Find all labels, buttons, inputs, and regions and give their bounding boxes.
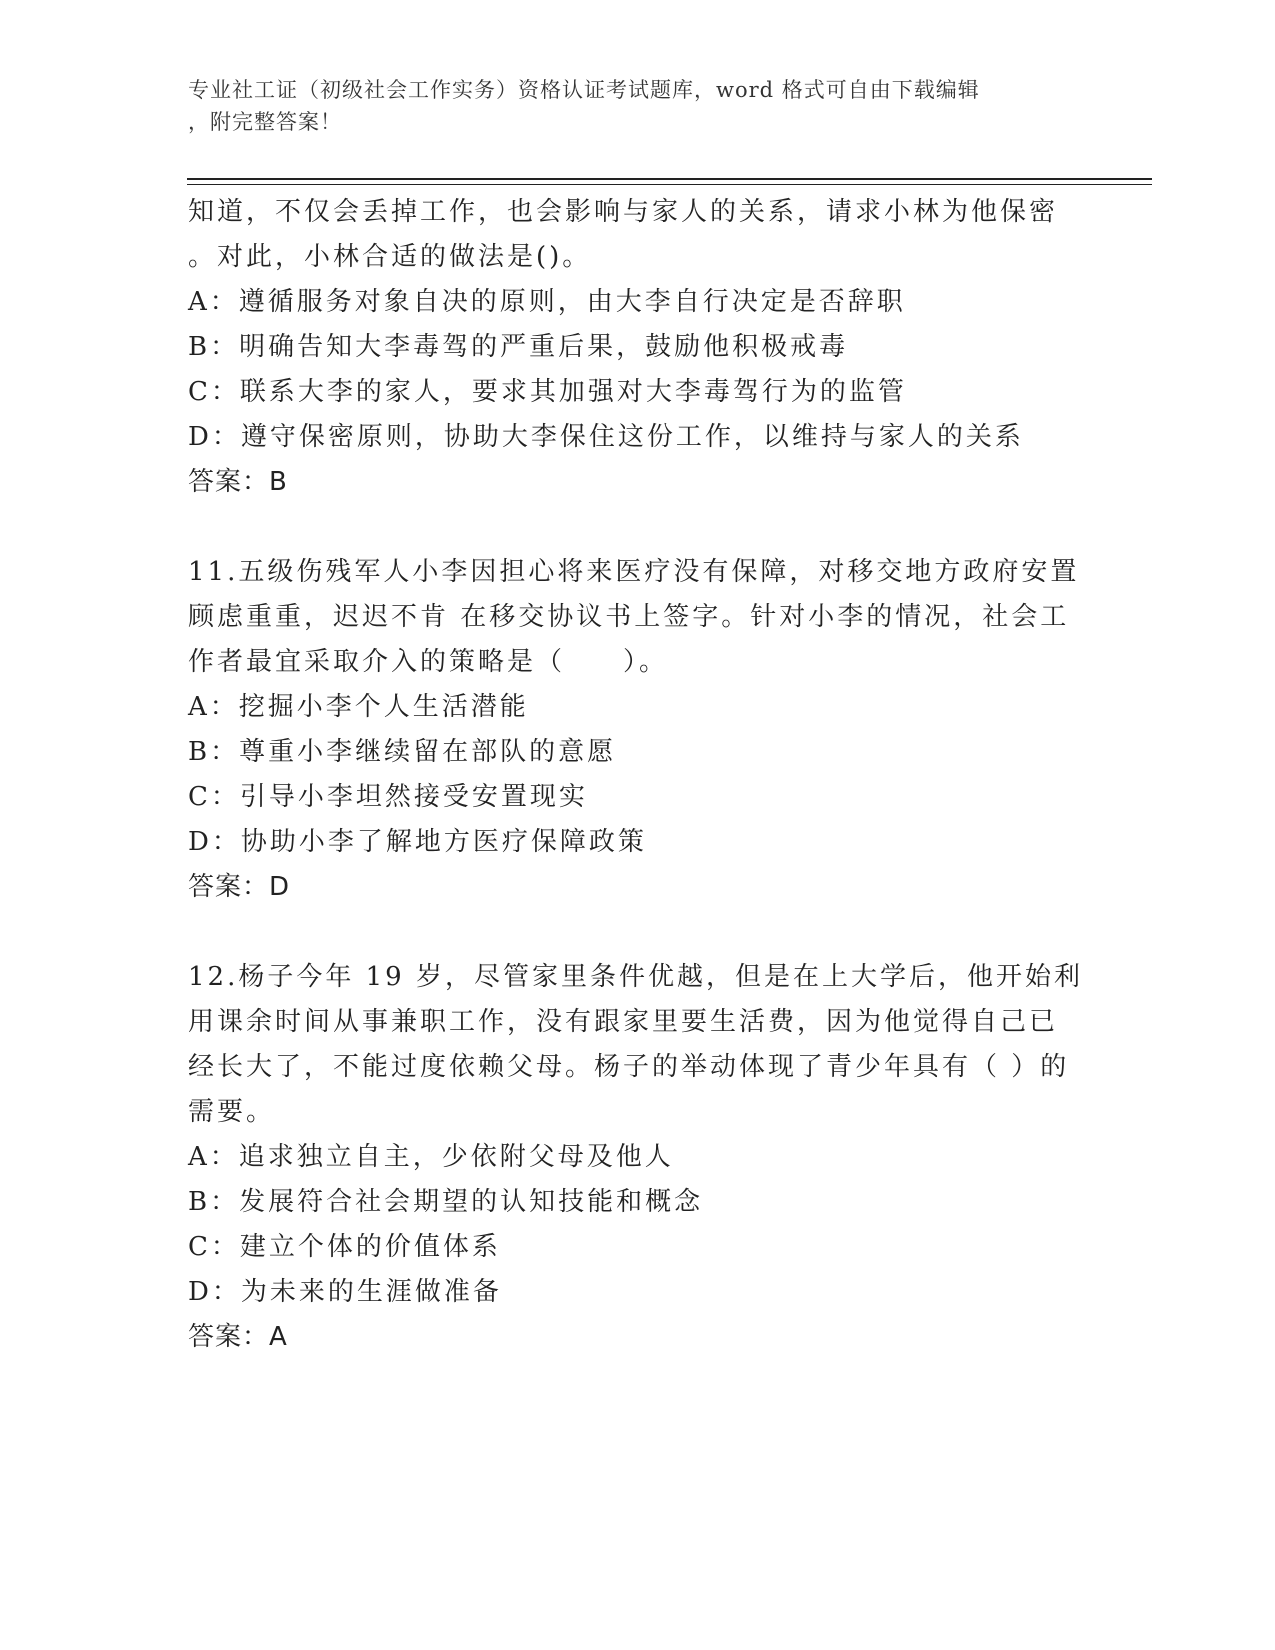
question-text-line: 用课余时间从事兼职工作，没有跟家里要生活费，因为他觉得自己已: [188, 1007, 1059, 1037]
header-divider-thick: [187, 178, 1152, 180]
header-title-line-2: ，附完整答案！: [188, 110, 342, 134]
question-text-line: 顾虑重重，迟迟不肯 在移交协议书上签字。针对小李的情况，社会工: [188, 602, 1070, 632]
option-c: C：引导小李坦然接受安置现实: [188, 782, 588, 812]
header-divider-thin: [187, 184, 1152, 185]
option-a: A：挖掘小李个人生活潜能: [188, 692, 529, 722]
option-c: C：建立个体的价值体系: [188, 1232, 501, 1262]
question-12: [188, 955, 1088, 1360]
question-spacer: [188, 910, 1088, 955]
option-b: B：明确告知大李毒驾的严重后果，鼓励他积极戒毒: [188, 332, 849, 362]
question-text-line: 知道，不仅会丢掉工作，也会影响与家人的关系，请求小林为他保密: [188, 197, 1059, 227]
question-text-line: 12.杨子今年 19 岁，尽管家里条件优越，但是在上大学后，他开始利: [188, 962, 1083, 992]
answer-label: 答案：B: [188, 467, 288, 497]
question-text-line: 11.五级伤残军人小李因担心将来医疗没有保障，对移交地方政府安置: [188, 557, 1080, 587]
question-10: [188, 190, 1088, 505]
option-d: D：遵守保密原则，协助大李保住这份工作，以维持与家人的关系: [188, 422, 1024, 452]
question-text-line: 作者最宜采取介入的策略是（ ）。: [188, 647, 669, 677]
option-b: B：发展符合社会期望的认知技能和概念: [188, 1187, 704, 1217]
option-a: A：遵循服务对象自决的原则，由大李自行决定是否辞职: [188, 287, 906, 317]
option-d: D：为未来的生涯做准备: [188, 1277, 502, 1307]
option-c: C：联系大李的家人，要求其加强对大李毒驾行为的监管: [188, 377, 907, 407]
option-d: D：协助小李了解地方医疗保障政策: [188, 827, 647, 857]
question-list: [188, 190, 1088, 1360]
question-text-line: 。对此，小林合适的做法是()。: [188, 242, 592, 272]
header-title-line-1: 专业社工证（初级社会工作实务）资格认证考试题库，word 格式可自由下载编辑: [188, 78, 980, 102]
page-header: [188, 74, 1088, 138]
answer-label: 答案：D: [188, 872, 291, 902]
question-11: [188, 550, 1088, 910]
option-b: B：尊重小李继续留在部队的意愿: [188, 737, 617, 767]
question-spacer: [188, 505, 1088, 550]
option-a: A：追求独立自主，少依附父母及他人: [188, 1142, 674, 1172]
answer-label: 答案：A: [188, 1322, 288, 1352]
question-text-line: 需要。: [188, 1097, 276, 1127]
question-text-line: 经长大了，不能过度依赖父母。杨子的举动体现了青少年具有（ ）的: [188, 1052, 1070, 1082]
